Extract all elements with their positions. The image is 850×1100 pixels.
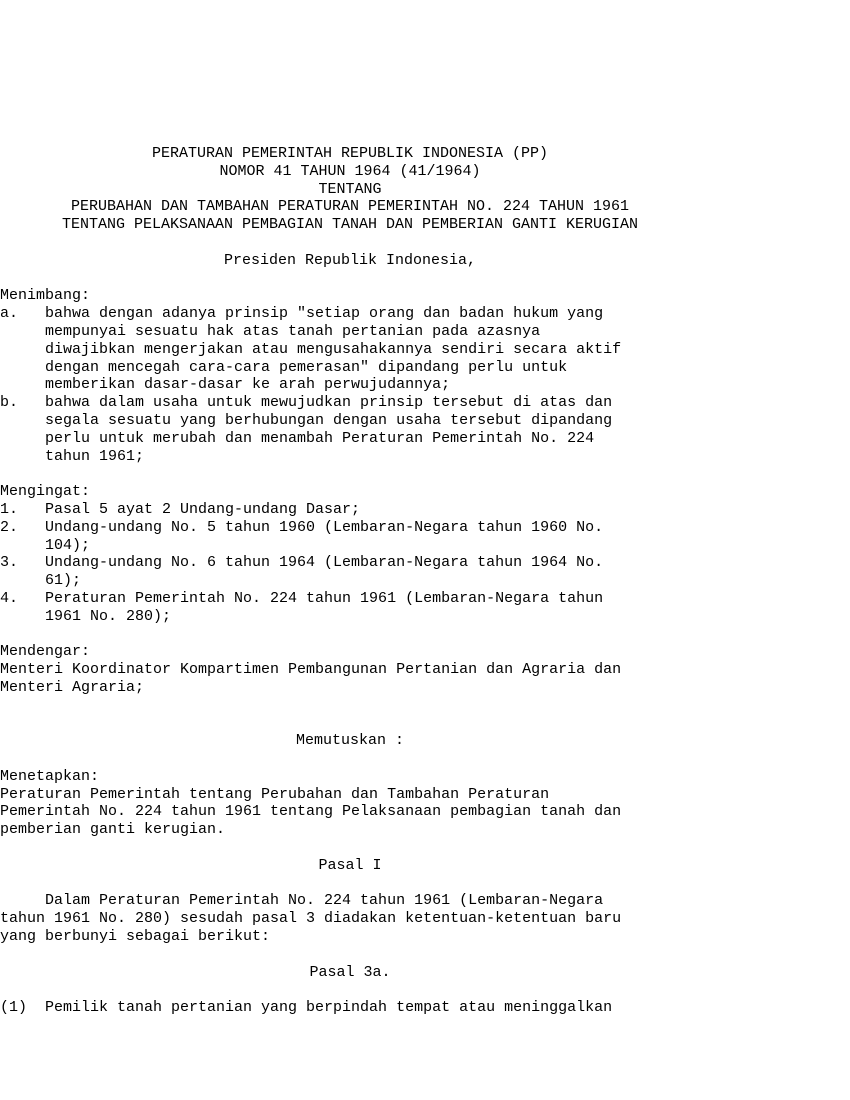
mengingat-line: 61); [0,572,82,590]
mendengar-heading: Mendengar: [0,643,91,661]
spacer [0,750,850,768]
spacer [0,270,850,288]
mengingat-heading: Mengingat: [0,483,91,501]
mengingat-line: 2. Undang-undang No. 5 tahun 1960 (Lembaran-Negara tahun 1960 No. [0,518,604,536]
memutuskan-heading: Memutuskan : [295,732,405,750]
header-subject-line1: PERUBAHAN DAN TAMBAHAN PERATURAN PEMERINTAH NO. 224 TAHUN 1961 [70,198,630,216]
mengingat-line: 4. Peraturan Pemerintah No. 224 tahun 1961 (Lembaran-Negara tahun [0,589,604,607]
menimbang-line: diwajibkan mengerjakan atau mengusahakannya sendiri secara aktif [0,340,622,358]
pasal-1-line: yang berbunyi sebagai berikut: [0,928,271,946]
menimbang-line: mempunyai sesuatu hak atas tanah pertanian pada azasnya [0,322,541,340]
menimbang-line: perlu untuk merubah dan menambah Peraturan Pemerintah No. 224 [0,429,595,447]
header-subject-line2: TENTANG PELAKSANAAN PEMBAGIAN TANAH DAN PEMBERIAN GANTI KERUGIAN [61,216,639,234]
spacer [0,715,850,733]
pasal-1-line: Dalam Peraturan Pemerintah No. 224 tahun 1961 (Lembaran-Negara [0,892,604,910]
mengingat-line: 1. Pasal 5 ayat 2 Undang-undang Dasar; [0,500,361,518]
spacer [0,981,850,999]
spacer [0,697,850,715]
document-page [0,145,850,1017]
mengingat-line: 104); [0,536,91,554]
pasal-1-title: Pasal I [318,856,382,874]
menimbang-line: b. bahwa dalam usaha untuk mewujudkan prinsip tersebut di atas dan [0,394,613,412]
mendengar-line: Menteri Koordinator Kompartimen Pembangunan Pertanian dan Agraria dan [0,661,622,679]
menimbang-line: dengan mencegah cara-cara pemerasan" dipandang perlu untuk [0,358,568,376]
spacer [0,234,850,252]
mendengar-line: Menteri Agraria; [0,678,145,696]
menimbang-line: memberikan dasar-dasar ke arah perwujudannya; [0,376,451,394]
pasal-3a-title: Pasal 3a. [309,963,391,981]
pasal-1-line: tahun 1961 No. 280) sesudah pasal 3 diadakan ketentuan-ketentuan baru [0,910,622,928]
menetapkan-line: Peraturan Pemerintah tentang Perubahan dan Tambahan Peraturan [0,785,550,803]
header-tentang: TENTANG [318,180,382,198]
menimbang-line: a. bahwa dengan adanya prinsip "setiap orang dan badan hukum yang [0,305,604,323]
header-number: NOMOR 41 TAHUN 1964 (41/1964) [219,162,481,180]
menetapkan-line: Pemerintah No. 224 tahun 1961 tentang Pelaksanaan pembagian tanah dan [0,803,622,821]
spacer [0,626,850,644]
pasal-3a-line: (1) Pemilik tanah pertanian yang berpindah tempat atau meninggalkan [0,999,613,1017]
menimbang-heading: Menimbang: [0,287,91,305]
spacer [0,465,850,483]
mengingat-line: 3. Undang-undang No. 6 tahun 1964 (Lembaran-Negara tahun 1964 No. [0,554,604,572]
spacer [0,946,850,964]
president-line: Presiden Republik Indonesia, [223,251,477,269]
menimbang-line: segala sesuatu yang berhubungan dengan usaha tersebut dipandang [0,411,613,429]
header-title: PERATURAN PEMERINTAH REPUBLIK INDONESIA (PP) [151,145,549,162]
spacer [0,875,850,893]
menetapkan-heading: Menetapkan: [0,767,100,785]
menetapkan-line: pemberian ganti kerugian. [0,821,226,839]
spacer [0,839,850,857]
mengingat-line: 1961 No. 280); [0,607,172,625]
menimbang-line: tahun 1961; [0,447,145,465]
